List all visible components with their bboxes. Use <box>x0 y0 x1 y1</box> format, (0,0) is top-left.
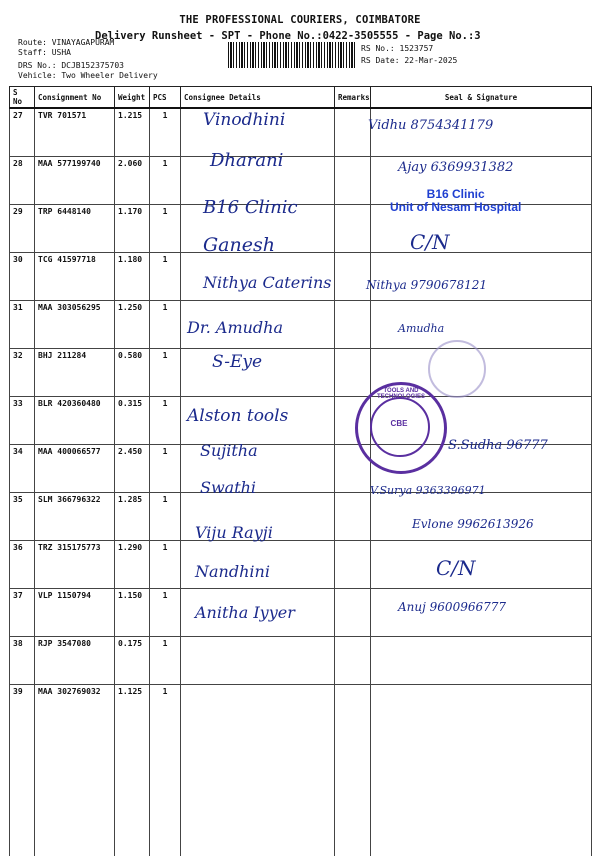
row-weight: 1.170 <box>115 205 150 253</box>
row-remarks <box>335 637 371 685</box>
row-weight: 0.175 <box>115 637 150 685</box>
row-pcs: 1 <box>150 253 181 301</box>
handwritten-signature: Nithya 9790678121 <box>366 278 487 292</box>
row-seal <box>371 253 592 301</box>
barcode <box>228 42 356 68</box>
row-consignment: MAA 400066577 <box>35 445 115 493</box>
row-sno: 37 <box>10 589 35 637</box>
row-seal <box>371 541 592 589</box>
col-sno: S No <box>10 87 35 109</box>
handwritten-name: S-Eye <box>212 352 263 372</box>
row-sno: 32 <box>10 349 35 397</box>
handwritten-signature: Amudha <box>398 322 445 335</box>
row-seal <box>371 637 592 685</box>
handwritten-name: B16 Clinic <box>203 197 298 218</box>
row-weight: 1.150 <box>115 589 150 637</box>
row-consignment: VLP 1150794 <box>35 589 115 637</box>
rs-date: RS Date: 22-Mar-2025 <box>361 56 458 65</box>
row-weight: 1.125 <box>115 685 150 733</box>
table-filler <box>10 732 592 856</box>
drs-number: DRS No.: DCJB152375703 <box>18 61 124 70</box>
row-consignment: BHJ 211284 <box>35 349 115 397</box>
row-pcs: 1 <box>150 157 181 205</box>
row-sno: 31 <box>10 301 35 349</box>
row-pcs: 1 <box>150 108 181 157</box>
row-pcs: 1 <box>150 637 181 685</box>
handwritten-signature: Evlone 9962613926 <box>412 517 534 531</box>
col-consignment: Consignment No <box>35 87 115 109</box>
handwritten-name: Viju Rayji <box>195 523 273 542</box>
handwritten-signature: Vidhu 8754341179 <box>368 118 494 133</box>
row-sno: 27 <box>10 108 35 157</box>
row-consignment: TVR 701571 <box>35 108 115 157</box>
handwritten-name: Alston tools <box>187 406 289 426</box>
handwritten-name: Dr. Amudha <box>187 318 284 337</box>
row-weight: 0.315 <box>115 397 150 445</box>
row-consignment: MAA 577199740 <box>35 157 115 205</box>
row-consignee <box>181 685 335 733</box>
handwritten-name: Anitha Iyyer <box>195 603 295 622</box>
staff-label: Staff: USHA <box>18 48 71 57</box>
vehicle-label: Vehicle: Two Wheeler Delivery <box>18 71 158 80</box>
row-consignment: SLM 366796322 <box>35 493 115 541</box>
document-title: THE PROFESSIONAL COURIERS, COIMBATORE <box>179 14 421 26</box>
row-weight: 1.180 <box>115 253 150 301</box>
row-weight: 0.580 <box>115 349 150 397</box>
row-consignment: TRZ 315175773 <box>35 541 115 589</box>
row-pcs: 1 <box>150 397 181 445</box>
row-weight: 1.285 <box>115 493 150 541</box>
faint-stamp <box>428 340 486 398</box>
row-sno: 34 <box>10 445 35 493</box>
row-pcs: 1 <box>150 301 181 349</box>
handwritten-signature: C/N <box>436 556 476 580</box>
row-consignee <box>181 637 335 685</box>
clinic-stamp <box>390 188 521 214</box>
handwritten-signature: C/N <box>410 230 450 254</box>
row-pcs: 1 <box>150 541 181 589</box>
row-remarks <box>335 253 371 301</box>
row-sno: 33 <box>10 397 35 445</box>
row-remarks <box>335 157 371 205</box>
row-remarks <box>335 301 371 349</box>
col-consignee: Consignee Details <box>181 87 335 109</box>
row-remarks <box>335 589 371 637</box>
col-remarks: Remarks <box>335 87 371 109</box>
col-weight: Weight <box>115 87 150 109</box>
company-seal-stamp <box>355 382 447 474</box>
row-sno: 29 <box>10 205 35 253</box>
row-remarks <box>335 685 371 733</box>
table-row <box>10 349 592 397</box>
row-sno: 38 <box>10 637 35 685</box>
handwritten-name: Nandhini <box>195 562 270 581</box>
handwritten-name: Swathi <box>200 478 257 497</box>
col-seal: Seal & Signature <box>371 87 592 109</box>
col-pcs: PCS <box>150 87 181 109</box>
company-seal-text: TOOLS AND TECHNOLOGIES <box>376 388 425 400</box>
table-row <box>10 541 592 589</box>
row-weight: 1.290 <box>115 541 150 589</box>
handwritten-signature: S.Sudha 96777 <box>448 438 548 453</box>
handwritten-name: Ganesh <box>203 234 275 256</box>
table-row <box>10 108 592 157</box>
clinic-stamp-line1: B16 Clinic <box>426 187 485 201</box>
row-pcs: 1 <box>150 205 181 253</box>
table-header-row <box>10 87 592 109</box>
handwritten-name: Nithya Caterins <box>203 273 332 292</box>
row-sno: 35 <box>10 493 35 541</box>
row-weight: 2.450 <box>115 445 150 493</box>
row-consignment: TRP 6448140 <box>35 205 115 253</box>
row-sno: 39 <box>10 685 35 733</box>
row-remarks <box>335 108 371 157</box>
row-pcs: 1 <box>150 445 181 493</box>
row-consignment: MAA 303056295 <box>35 301 115 349</box>
company-seal-city: CBE <box>390 419 408 428</box>
row-consignment: MAA 302769032 <box>35 685 115 733</box>
row-sno: 30 <box>10 253 35 301</box>
row-weight: 1.215 <box>115 108 150 157</box>
row-weight: 1.250 <box>115 301 150 349</box>
row-pcs: 1 <box>150 589 181 637</box>
rs-number: RS No.: 1523757 <box>361 44 434 53</box>
row-consignment: BLR 420360480 <box>35 397 115 445</box>
row-consignment: RJP 3547080 <box>35 637 115 685</box>
handwritten-name: Dharani <box>210 150 284 171</box>
handwritten-signature: Ajay 6369931382 <box>398 160 514 175</box>
row-sno: 36 <box>10 541 35 589</box>
row-remarks <box>335 205 371 253</box>
route-label: Route: VINAYAGAPURAM <box>18 38 115 47</box>
handwritten-name: Vinodhini <box>203 110 286 130</box>
row-remarks <box>335 493 371 541</box>
clinic-stamp-line2: Unit of Nesam Hospital <box>390 200 522 214</box>
row-consignment: TCG 41597718 <box>35 253 115 301</box>
table-row <box>10 301 592 349</box>
row-weight: 2.060 <box>115 157 150 205</box>
row-pcs: 1 <box>150 349 181 397</box>
row-sno: 28 <box>10 157 35 205</box>
table-row <box>10 637 592 685</box>
row-remarks <box>335 541 371 589</box>
row-pcs: 1 <box>150 685 181 733</box>
handwritten-signature: V.Surya 9363396971 <box>370 484 486 497</box>
handwritten-signature: Anuj 9600966777 <box>398 600 507 614</box>
table-row <box>10 685 592 733</box>
document-subtitle: Delivery Runsheet - SPT - Phone No.:0422-3505555 - Page No.:3 <box>95 30 481 42</box>
row-pcs: 1 <box>150 493 181 541</box>
row-seal <box>371 685 592 733</box>
handwritten-name: Sujitha <box>200 441 258 460</box>
